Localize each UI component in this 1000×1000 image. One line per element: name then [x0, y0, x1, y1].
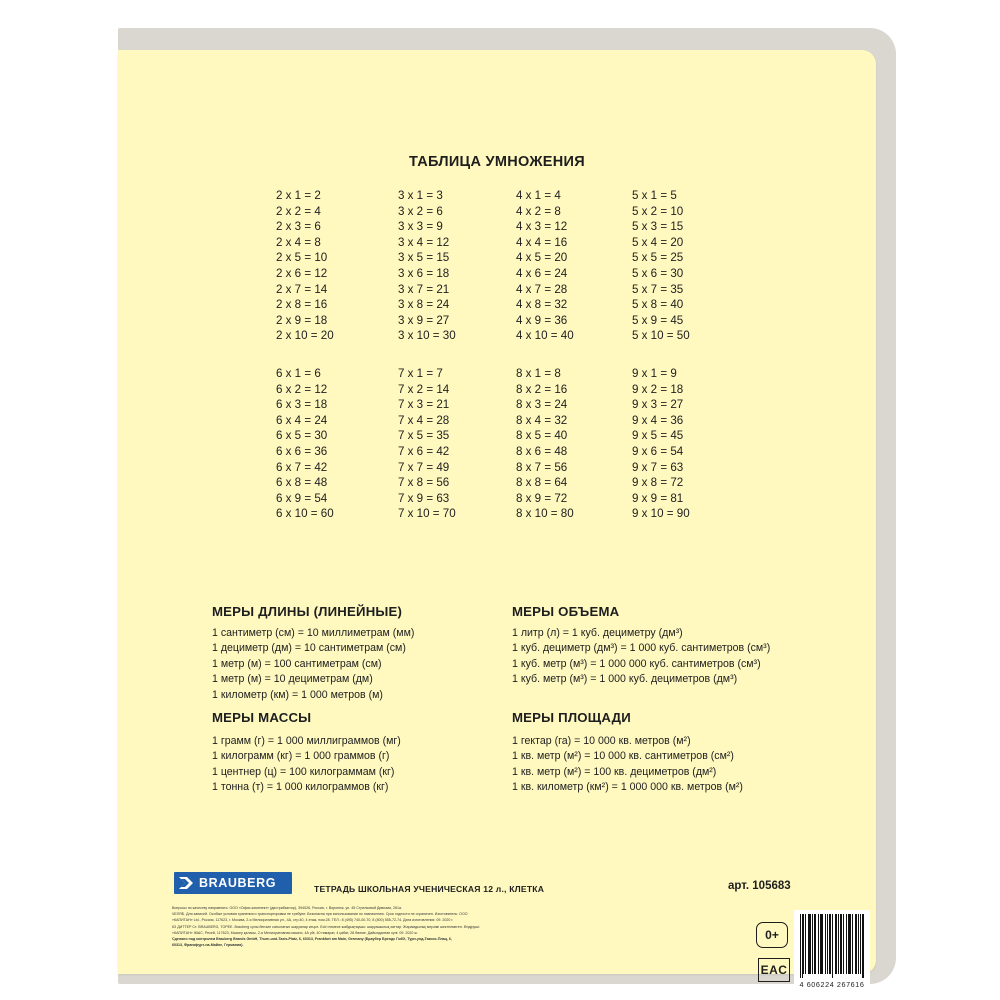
brauberg-logo	[174, 872, 292, 894]
multiplication-line: 8 x 2 = 16	[516, 382, 568, 396]
age-rating-badge: 0+	[756, 922, 788, 948]
multiplication-line: 9 x 2 = 18	[632, 382, 684, 396]
length-measures-title: МЕРЫ ДЛИНЫ (ЛИНЕЙНЫЕ)	[212, 604, 403, 619]
multiplication-line: 4 x 2 = 8	[516, 204, 561, 218]
barcode-bar	[825, 914, 826, 974]
barcode-bar	[800, 914, 801, 978]
barcode-bar	[802, 914, 803, 978]
barcode-bar	[856, 914, 857, 974]
barcode-bars	[800, 914, 864, 978]
multiplication-line: 4 x 3 = 12	[516, 220, 568, 234]
multiplication-line: 2 x 2 = 4	[276, 204, 321, 218]
area-measures-list	[512, 734, 743, 796]
product-description: ТЕТРАДЬ ШКОЛЬНАЯ УЧЕНИЧЕСКАЯ 12 л., КЛЕТКА	[314, 884, 545, 894]
length-measure-line: 1 дециметр (дм) = 10 сантиметрам (см)	[212, 642, 406, 655]
volume-measure-line: 1 куб. дециметр (дм³) = 1 000 куб. сантиметров (см³)	[512, 642, 771, 655]
multiplication-line: 8 x 7 = 56	[516, 460, 568, 474]
small-print-line: ЧЕЛЯБ. Для записей. Особые условия хранения и транспортировки не требуют. Безопасна при использовании по назначению. Срок годности не ограничен. Изготовитель: ООО	[172, 912, 468, 917]
barcode-bar	[810, 914, 811, 974]
multiplication-line: 8 x 1 = 8	[516, 367, 561, 380]
area-measure-line: 1 кв. метр (м²) = 10 000 кв. сантиметров (см²)	[512, 750, 734, 763]
multiplication-line: 8 x 5 = 40	[516, 429, 568, 443]
manufacturer-small-print	[172, 905, 712, 948]
multiplication-line: 9 x 5 = 45	[632, 429, 684, 443]
area-measure-line: 1 кв. километр (км²) = 1 000 000 кв. метров (м²)	[512, 781, 743, 794]
article-number: арт. 105683	[728, 880, 791, 892]
multiplication-line: 8 x 9 = 72	[516, 491, 568, 505]
barcode-bar	[808, 914, 809, 974]
multiplication-line: 8 x 6 = 48	[516, 444, 568, 458]
multiplication-line: 2 x 1 = 2	[276, 189, 321, 202]
length-measure-line: 1 метр (м) = 10 дециметрам (дм)	[212, 673, 373, 686]
mass-measure-line: 1 тонна (т) = 1 000 килограммов (кг)	[212, 781, 389, 794]
small-print-line: «КАПИТАН» Ltd., Россия, 117623, г. Москва, 2-я Мелиоративная ул., 4А, стр.40, 4 этаж, пом.28. ТЕЛ.: 8 (495) 740-00-70, 8 (800) 555-72-74. Дата изготовления: 09. 2020 г.	[172, 918, 454, 923]
multiplication-line: 9 x 4 = 36	[632, 413, 684, 427]
notebook-cover	[118, 50, 876, 989]
barcode-bar	[846, 914, 847, 974]
barcode-bar	[832, 914, 833, 978]
small-print-line: Вопросы по качеству направлять: ООО «Офис-комплект» (дистрибьютор), 394026, Россия, г. Воронеж, ул. 45 Стрелковой Дивизии, 261а.	[172, 906, 402, 910]
multiplication-line: 4 x 9 = 36	[516, 313, 568, 327]
multiplication-line: 9 x 10 = 90	[632, 507, 690, 521]
multiplication-column	[398, 188, 494, 344]
multiplication-column	[276, 366, 372, 522]
multiplication-line: 4 x 8 = 32	[516, 298, 568, 312]
multiplication-line: 5 x 8 = 40	[632, 298, 684, 312]
multiplication-column	[632, 188, 728, 344]
length-measure-line: 1 метр (м) = 100 сантиметрам (см)	[212, 657, 382, 670]
multiplication-line: 5 x 10 = 50	[632, 329, 690, 343]
multiplication-line: 6 x 3 = 18	[276, 398, 328, 412]
multiplication-line: 2 x 6 = 12	[276, 266, 328, 280]
notebook	[118, 28, 896, 989]
barcode-bar	[821, 914, 822, 974]
volume-measures-list	[512, 626, 770, 688]
multiplication-line: 4 x 1 = 4	[516, 189, 561, 202]
barcode-bar	[829, 914, 830, 974]
multiplication-line: 8 x 3 = 24	[516, 398, 568, 412]
barcode	[794, 910, 870, 990]
multiplication-column	[516, 188, 612, 344]
multiplication-line: 5 x 5 = 25	[632, 251, 684, 265]
barcode-bar	[860, 914, 861, 974]
multiplication-line: 6 x 7 = 42	[276, 460, 328, 474]
barcode-digits: 4 606224 267616	[799, 980, 865, 989]
multiplication-line: 9 x 3 = 27	[632, 398, 684, 412]
multiplication-line: 6 x 10 = 60	[276, 507, 334, 521]
barcode-bar	[835, 914, 836, 974]
multiplication-line: 3 x 4 = 12	[398, 235, 450, 249]
volume-measure-line: 1 литр (л) = 1 куб. дециметру (дм³)	[512, 627, 683, 639]
multiplication-line: 2 x 9 = 18	[276, 313, 328, 327]
multiplication-line: 7 x 8 = 56	[398, 476, 450, 490]
multiplication-column	[632, 366, 728, 522]
multiplication-line: 4 x 10 = 40	[516, 329, 574, 343]
barcode-bar	[805, 914, 806, 974]
multiplication-line: 2 x 4 = 8	[276, 235, 321, 249]
multiplication-line: 7 x 10 = 70	[398, 507, 456, 521]
multiplication-line: 2 x 8 = 16	[276, 298, 328, 312]
multiplication-line: 5 x 7 = 35	[632, 282, 684, 296]
barcode-bar	[836, 914, 837, 974]
length-measures-list	[212, 626, 414, 703]
barcode-bar	[803, 914, 804, 974]
multiplication-line: 5 x 6 = 30	[632, 266, 684, 280]
multiplication-line: 3 x 9 = 27	[398, 313, 450, 327]
area-measures-title: МЕРЫ ПЛОЩАДИ	[512, 710, 631, 725]
multiplication-line: 7 x 2 = 14	[398, 382, 450, 396]
multiplication-line: 7 x 4 = 28	[398, 413, 450, 427]
small-print-line: Сделано под контролем Brauberg Brands GmbH, Thurn-und-Taxis-Platz, 6, 60313, Frankfurt am Main, Germany (Браубер Брендс ГмбХ, Турн-унд-Таксис-Плац, 6,	[172, 937, 452, 942]
barcode-bar	[843, 914, 844, 974]
multiplication-line: 8 x 8 = 64	[516, 476, 568, 490]
multiplication-line: 6 x 9 = 54	[276, 491, 328, 505]
barcode-bar	[863, 914, 864, 978]
volume-measures-title: МЕРЫ ОБЪЕМА	[512, 604, 620, 619]
mass-measure-line: 1 центнер (ц) = 100 килограммам (кг)	[212, 765, 395, 778]
multiplication-line: 4 x 5 = 20	[516, 251, 568, 265]
multiplication-line: 2 x 10 = 20	[276, 329, 334, 343]
multiplication-column	[398, 366, 494, 522]
table-title: ТАБЛИЦА УМНОЖЕНИЯ	[408, 154, 585, 170]
multiplication-line: 5 x 9 = 45	[632, 313, 684, 327]
barcode-bar	[850, 914, 851, 974]
mass-measure-line: 1 килограмм (кг) = 1 000 граммов (г)	[212, 750, 390, 763]
barcode-bar	[822, 914, 823, 974]
barcode-bar	[809, 914, 810, 974]
multiplication-line: 6 x 8 = 48	[276, 476, 328, 490]
small-print-line: «КАПИТАН» ЖШС, Ресей, 117623, Мәскеу қаласы, 2-я Мелиоративная көшесі, 4А үйі, 40 ғимарат, 4 қабат, 28 бөлме. Дайындалған күні: 09. 2020 ж.	[172, 930, 418, 935]
area-measure-line: 1 кв. метр (м²) = 100 кв. дециметров (дм²)	[512, 765, 717, 778]
multiplication-line: 9 x 1 = 9	[632, 367, 677, 380]
multiplication-line: 6 x 1 = 6	[276, 367, 321, 380]
barcode-bar	[827, 914, 828, 974]
multiplication-column	[516, 366, 612, 522]
multiplication-line: 6 x 2 = 12	[276, 382, 328, 396]
multiplication-line: 9 x 7 = 63	[632, 460, 684, 474]
multiplication-line: 7 x 5 = 35	[398, 429, 450, 443]
length-measure-line: 1 сантиметр (см) = 10 миллиметрам (мм)	[212, 627, 415, 639]
mass-measure-line: 1 грамм (г) = 1 000 миллиграммов (мг)	[212, 735, 401, 747]
multiplication-line: 2 x 7 = 14	[276, 282, 328, 296]
multiplication-column	[276, 188, 372, 344]
multiplication-line: 6 x 6 = 36	[276, 444, 328, 458]
small-print-line: КЗ ДИТТЕР Ст. BRAUBERG, ТОРЕЕ. Brauberg сулы бензин сатылатын шаруалар кеңсе. Есігі немесе жабдықтаушы: шаруашылық заттар. Жарамдылық мерзімі шектелмеген. Өндіруші:	[172, 924, 480, 929]
barcode-bar	[862, 914, 863, 978]
multiplication-line: 3 x 5 = 15	[398, 251, 450, 265]
mass-measures-list	[212, 734, 401, 796]
multiplication-line: 2 x 3 = 6	[276, 220, 321, 234]
multiplication-line: 8 x 4 = 32	[516, 413, 568, 427]
multiplication-line: 3 x 8 = 24	[398, 298, 450, 312]
multiplication-line: 3 x 7 = 21	[398, 282, 450, 296]
mass-measures-title: МЕРЫ МАССЫ	[212, 710, 312, 725]
multiplication-line: 9 x 9 = 81	[632, 491, 684, 505]
length-measure-line: 1 километр (км) = 1 000 метров (м)	[212, 688, 383, 701]
multiplication-line: 3 x 2 = 6	[398, 204, 443, 218]
barcode-bar	[852, 914, 853, 974]
barcode-bar	[818, 914, 819, 974]
multiplication-line: 9 x 8 = 72	[632, 476, 684, 490]
area-measure-line: 1 гектар (га) = 10 000 кв. метров (м²)	[512, 735, 691, 747]
barcode-bar	[840, 914, 841, 974]
barcode-bar	[858, 914, 859, 974]
multiplication-line: 5 x 1 = 5	[632, 189, 677, 202]
multiplication-line: 3 x 6 = 18	[398, 266, 450, 280]
multiplication-line: 4 x 4 = 16	[516, 235, 568, 249]
multiplication-line: 7 x 9 = 63	[398, 491, 450, 505]
multiplication-line: 4 x 6 = 24	[516, 266, 568, 280]
multiplication-line: 7 x 1 = 7	[398, 367, 443, 380]
multiplication-line: 2 x 5 = 10	[276, 251, 328, 265]
multiplication-line: 7 x 3 = 21	[398, 398, 450, 412]
barcode-bar	[814, 914, 815, 974]
multiplication-line: 7 x 6 = 42	[398, 444, 450, 458]
barcode-bar	[820, 914, 821, 974]
barcode-bar	[848, 914, 849, 974]
brand-name: BRAUBERG	[199, 876, 277, 890]
barcode-bar	[830, 914, 831, 974]
multiplication-line: 9 x 6 = 54	[632, 444, 684, 458]
multiplication-line: 4 x 7 = 28	[516, 282, 568, 296]
multiplication-line: 5 x 3 = 15	[632, 220, 684, 234]
small-print-line: 60313, Франкфурт-на-Майне, Германия).	[172, 943, 244, 948]
multiplication-line: 6 x 5 = 30	[276, 429, 328, 443]
barcode-bar	[838, 914, 839, 974]
multiplication-line: 8 x 10 = 80	[516, 507, 574, 521]
barcode-bar	[849, 914, 850, 974]
multiplication-line: 5 x 4 = 20	[632, 235, 684, 249]
volume-measure-line: 1 куб. метр (м³) = 1 000 куб. дециметров (дм³)	[512, 673, 738, 686]
multiplication-line: 7 x 7 = 49	[398, 460, 450, 474]
multiplication-line: 6 x 4 = 24	[276, 413, 328, 427]
volume-measure-line: 1 куб. метр (м³) = 1 000 000 куб. сантиметров (см³)	[512, 657, 761, 670]
multiplication-line: 5 x 2 = 10	[632, 204, 684, 218]
barcode-bar	[855, 914, 856, 974]
eac-mark-icon: EAC	[758, 958, 790, 982]
multiplication-line: 3 x 10 = 30	[398, 329, 456, 343]
multiplication-line: 3 x 3 = 9	[398, 220, 443, 234]
barcode-bar	[812, 914, 813, 974]
brauberg-logo-icon	[178, 875, 194, 891]
multiplication-line: 3 x 1 = 3	[398, 189, 443, 202]
barcode-bar	[841, 914, 842, 974]
barcode-bar	[815, 914, 816, 974]
